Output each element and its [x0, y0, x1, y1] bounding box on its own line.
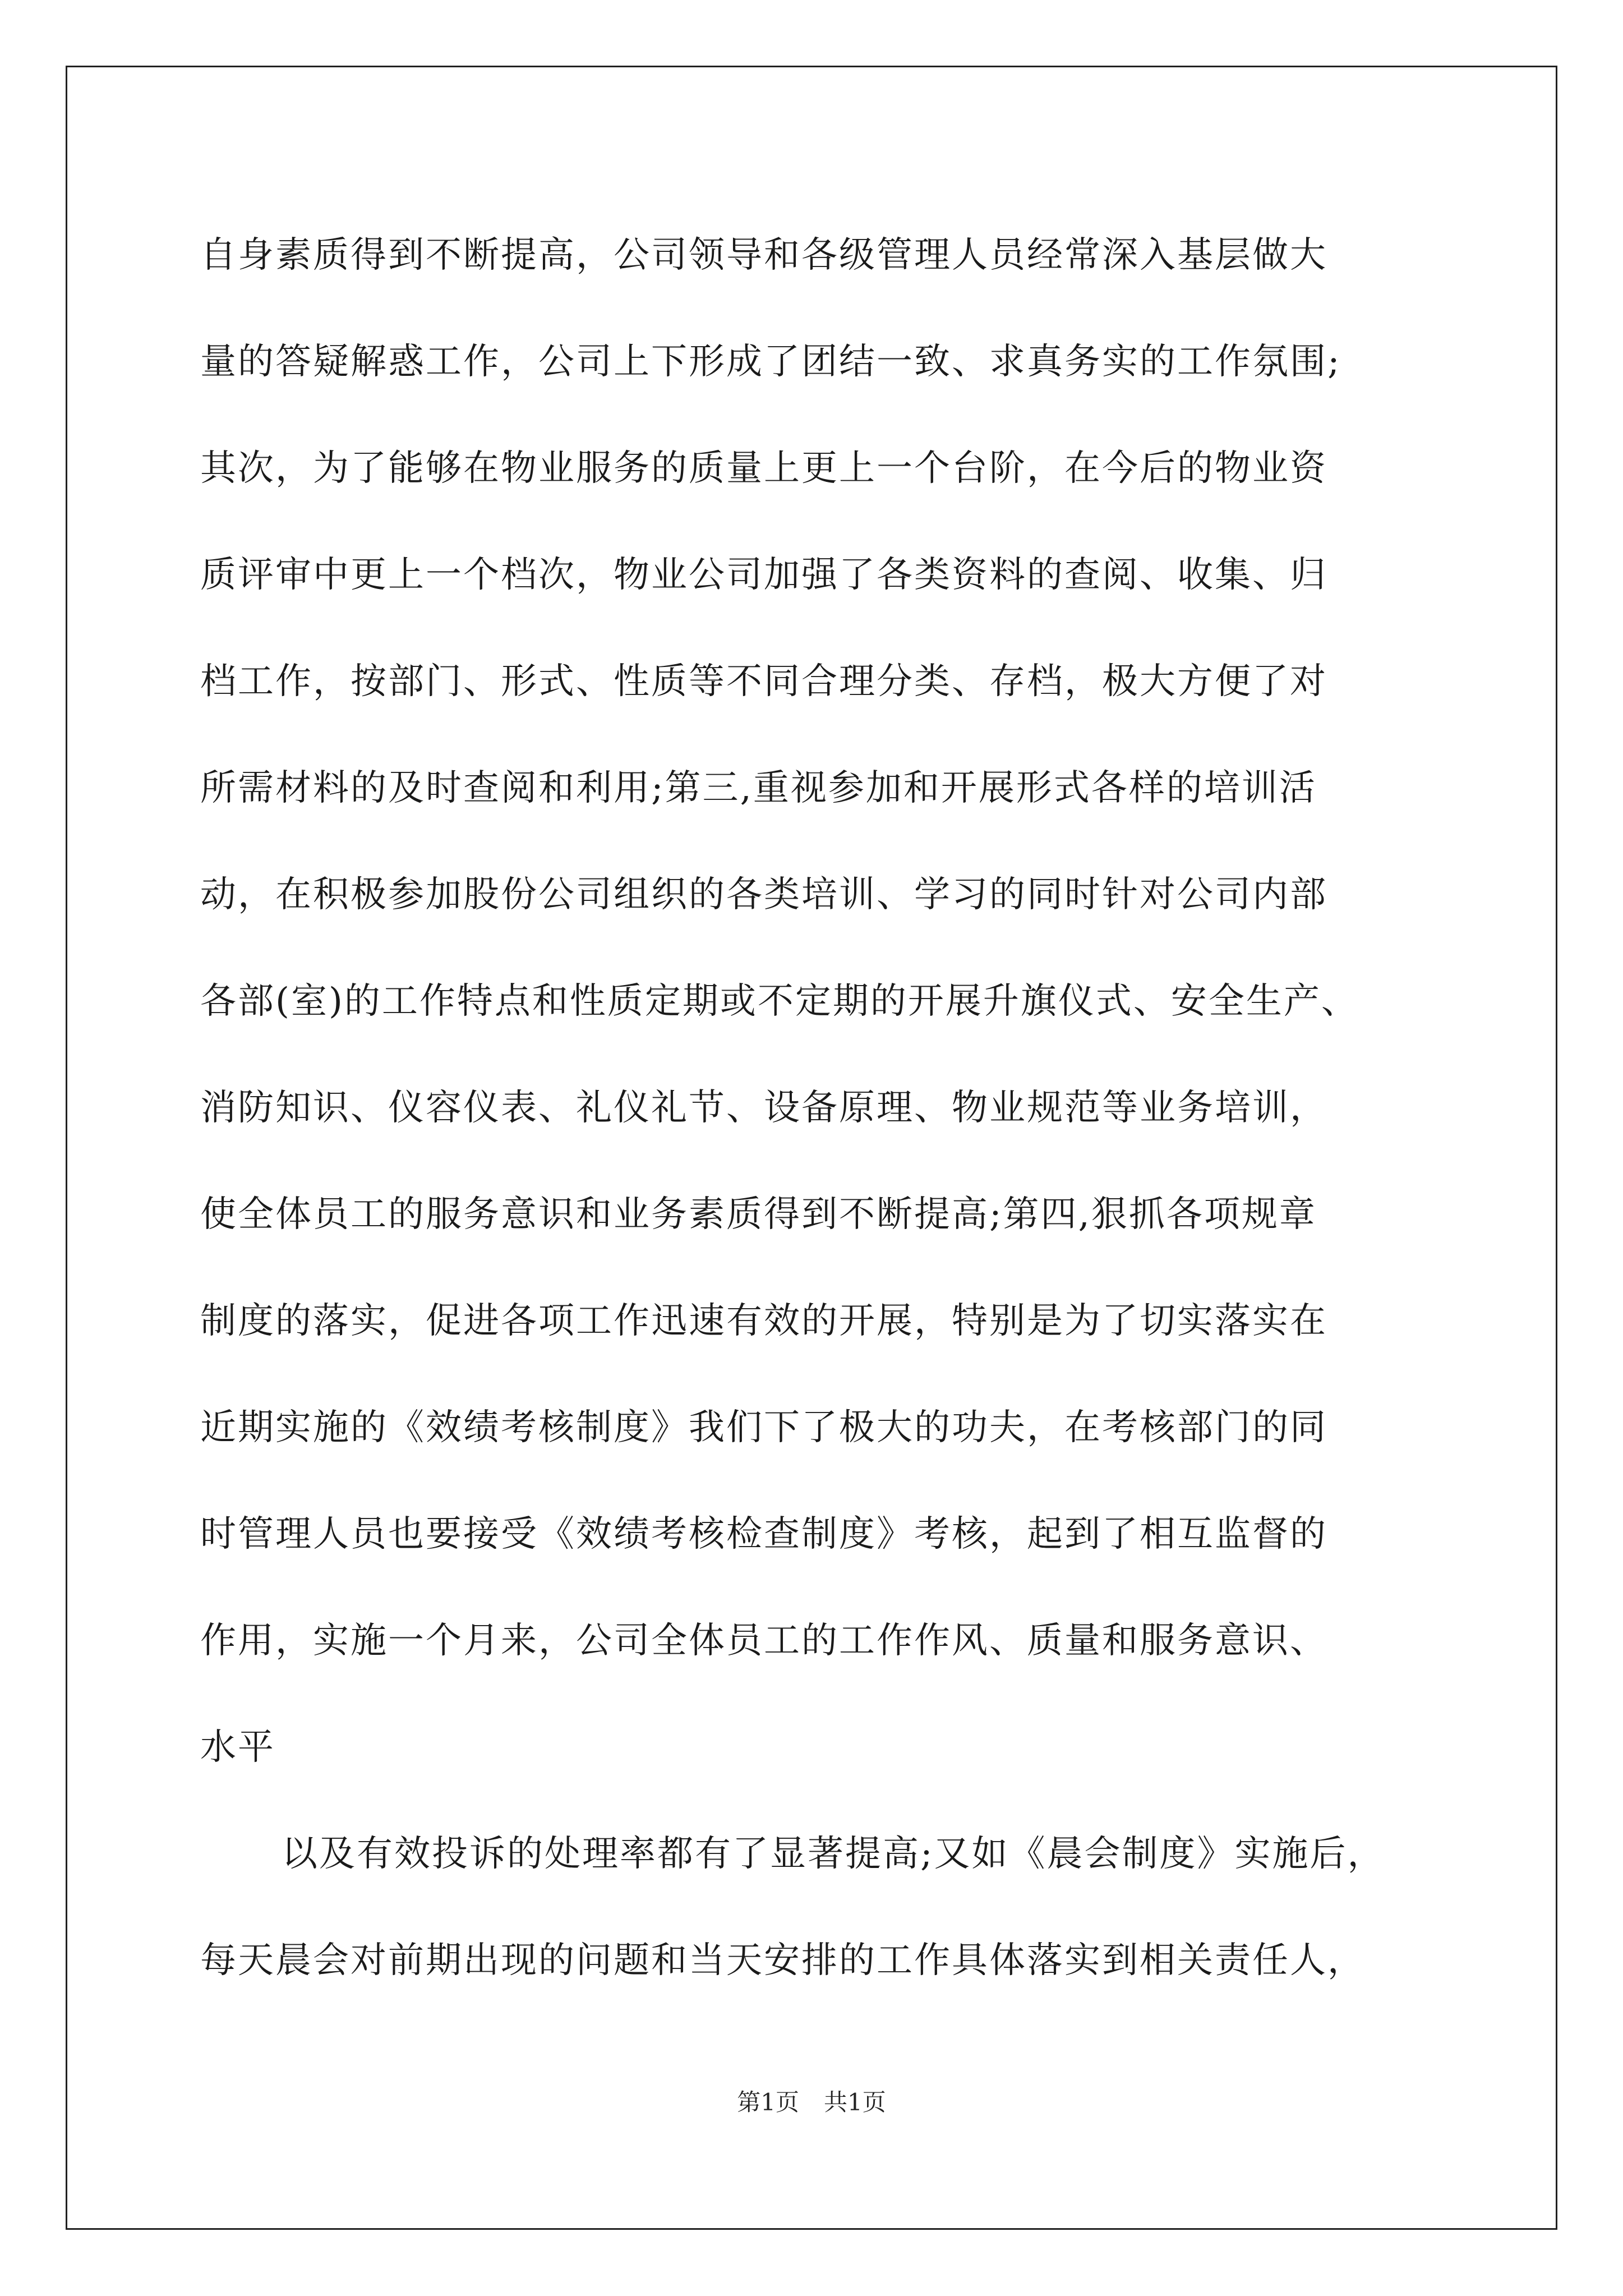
- text-line-17: 每天晨会对前期出现的问题和当天安排的工作具体落实到相关责任人，: [200, 1940, 1365, 1981]
- text-line-4: 质评审中更上一个档次，物业公司加强了各类资料的查阅、收集、归: [200, 554, 1327, 596]
- text-line-1: 自身素质得到不断提高，公司领导和各级管理人员经常深入基层做大: [200, 234, 1327, 276]
- text-line-2: 量的答疑解惑工作，公司上下形成了团结一致、求真务实的工作氛围;: [200, 341, 1341, 383]
- text-line-13: 时管理人员也要接受《效绩考核检查制度》考核，起到了相互监督的: [200, 1513, 1327, 1555]
- text-line-9: 消防知识、仪容仪表、礼仪礼节、设备原理、物业规范等业务培训，: [200, 1087, 1327, 1129]
- page-footer: [0, 2086, 1623, 2119]
- page-number-label: 第1页: [737, 2088, 799, 2116]
- text-line-6: 所需材料的及时查阅和利用;第三,重视参加和开展形式各样的培训活: [200, 767, 1317, 809]
- text-line-11: 制度的落实，促进各项工作迅速有效的开展，特别是为了切实落实在: [200, 1300, 1327, 1342]
- text-line-12: 近期实施的《效绩考核制度》我们下了极大的功夫，在考核部门的同: [200, 1407, 1327, 1448]
- text-line-8: 各部(室)的工作特点和性质定期或不定期的开展升旗仪式、安全生产、: [200, 981, 1359, 1022]
- text-line-3: 其次，为了能够在物业服务的质量上更上一个台阶，在今后的物业资: [200, 448, 1327, 489]
- text-line-5: 档工作，按部门、形式、性质等不同合理分类、存档，极大方便了对: [200, 661, 1327, 702]
- text-line-10: 使全体员工的服务意识和业务素质得到不断提高;第四,狠抓各项规章: [200, 1194, 1317, 1235]
- page-total-label: 共1页: [824, 2088, 886, 2116]
- text-line-14: 作用，实施一个月来，公司全体员工的工作作风、质量和服务意识、: [200, 1620, 1327, 1662]
- text-line-16-indented: 以及有效投诉的处理率都有了显著提高;又如《晨会制度》实施后，: [282, 1833, 1385, 1875]
- text-line-15: 水平: [200, 1727, 275, 1768]
- text-line-7: 动，在积极参加股份公司组织的各类培训、学习的同时针对公司内部: [200, 874, 1327, 915]
